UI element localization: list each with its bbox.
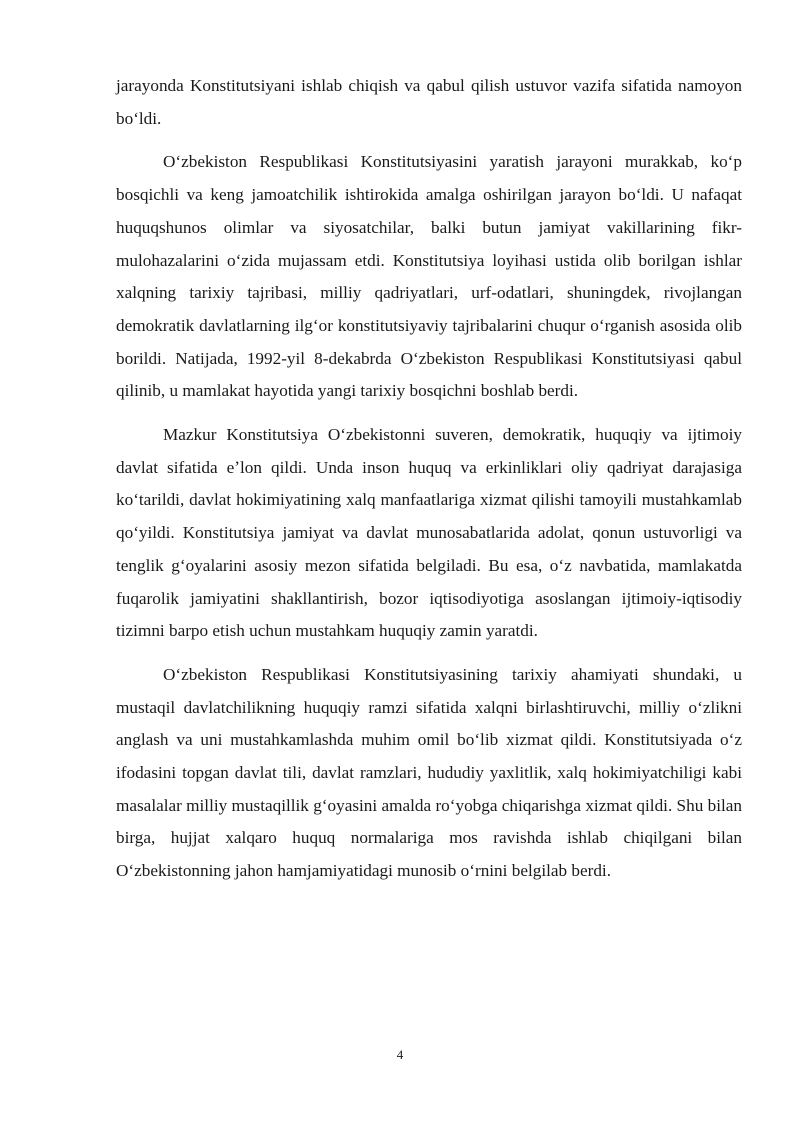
paragraph-continuation: jarayonda Konstitutsiyani ishlab chiqish va qabul qilish ustuvor vazifa sifatida namoyon boʻldi. — [116, 76, 742, 128]
paragraph-constitution-principles: Mazkur Konstitutsiya Oʻzbekistonni suveren, demokratik, huquqiy va ijtimoiy davlat sifatida eʼlon qildi. Unda inson huquq va erkinliklari oliy qadriyat darajasiga koʻtarildi, davlat hokimiyatining xalq manfaatlariga xizmat qilishi tamoyili mustahkamlab qoʻyildi. Konstitutsiya jamiyat va davlat munosabatlarida adolat, qonun ustuvorligi va tenglik gʻoyalarini asosiy mezon sifatida belgiladi. Bu esa, oʻz navbatida, mamlakatda fuqarolik jamiyatini shakllantirish, bozor iqtisodiyotiga asoslangan ijtimoiy-iqtisodiy tizimni barpo etish uchun mustahkam huquqiy zamin yaratdi. — [116, 425, 742, 641]
paragraph-constitution-creation: Oʻzbekiston Respublikasi Konstitutsiyasini yaratish jarayoni murakkab, koʻp bosqichli va keng jamoatchilik ishtirokida amalga oshirilgan jarayon boʻldi. U nafaqat huquqshunos olimlar va siyosatchilar, balki butun jamiyat vakillarining fikr-mulohazalarini oʻzida mujassam etdi. Konstitutsiya loyihasi ustida olib borilgan ishlar xalqning tarixiy tajribasi, milliy qadriyatlari, urf-odatlari, shuningdek, rivojlangan demokratik davlatlarning ilgʻor konstitutsiyaviy tajribalarini chuqur oʻrganish asosida olib borildi. Natijada, 1992-yil 8-dekabrda Oʻzbekiston Respublikasi Konstitutsiyasi qabul qilinib, u mamlakat hayotida yangi tarixiy bosqichni boshlab berdi. — [116, 152, 742, 401]
paragraph-constitution-significance: Oʻzbekiston Respublikasi Konstitutsiyasining tarixiy ahamiyati shundaki, u mustaqil davlatchilikning huquqiy ramzi sifatida xalqni birlashtiruvchi, milliy oʻzlikni anglash va uni mustahkamlashda muhim omil boʻlib xizmat qildi. Konstitutsiyada oʻz ifodasini topgan davlat tili, davlat ramzlari, hududiy yaxlitlik, xalq hokimiyatchiligi kabi masalalar milliy mustaqillik gʻoyasini amalda roʻyobga chiqarishga xizmat qildi. Shu bilan birga, hujjat xalqaro huquq normalariga mos ravishda ishlab chiqilgani bilan Oʻzbekistonning jahon hamjamiyatidagi munosib oʻrnini belgilab berdi. — [116, 664, 742, 881]
document-body — [116, 70, 742, 888]
page-number: 4 — [396, 1047, 404, 1062]
